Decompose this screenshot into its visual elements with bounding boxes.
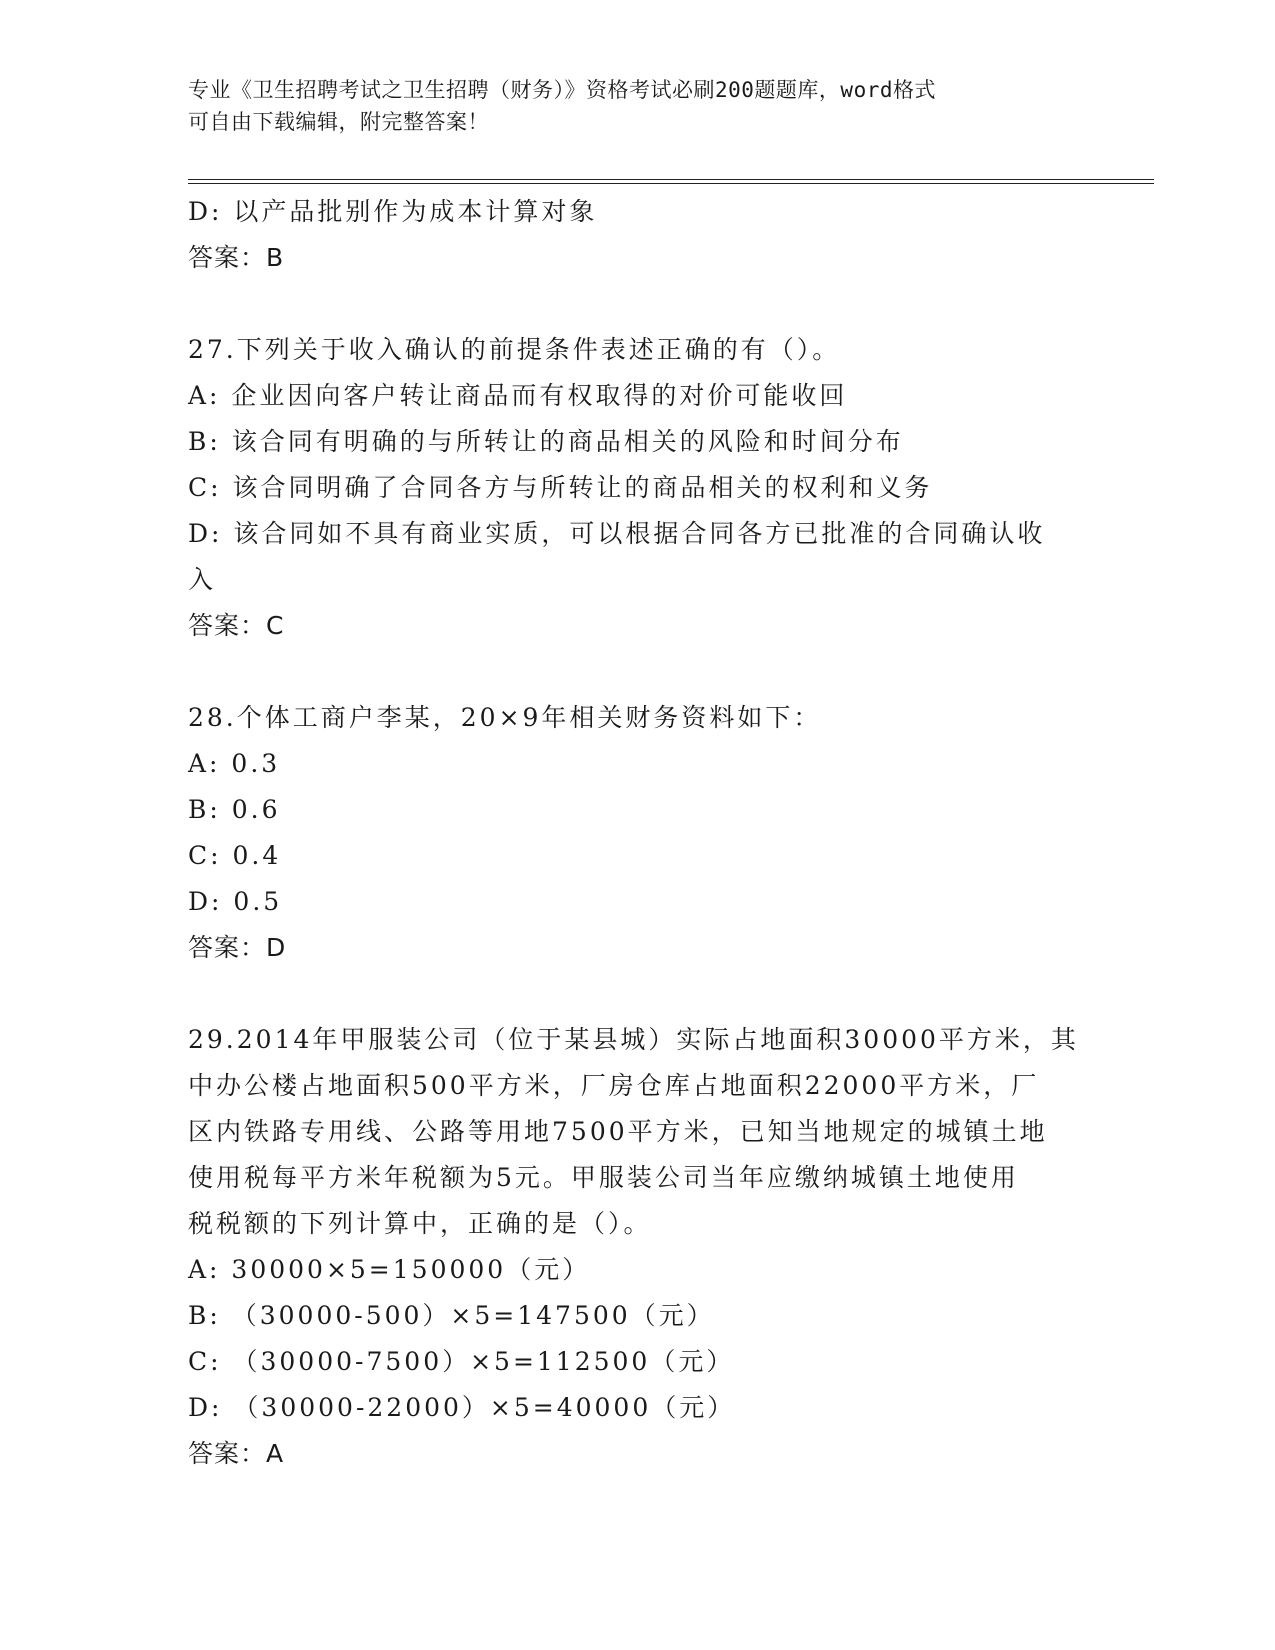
question-stem-line-5: 税税额的下列计算中，正确的是（）。 — [188, 1209, 652, 1238]
header-divider-bottom — [188, 183, 1154, 184]
question-29 — [188, 1017, 1088, 1477]
question-26-tail — [188, 189, 1088, 281]
answer-line: 答案：B — [188, 243, 285, 272]
option-a: A: 30000×5=150000（元） — [188, 1255, 591, 1284]
header-divider-top — [188, 179, 1154, 180]
question-stem: 28.个体工商户李某，20×9年相关财务资料如下： — [188, 703, 822, 732]
option-d-continued: 入 — [188, 565, 217, 594]
option-c: C: 0.4 — [188, 841, 282, 870]
question-stem-line-3: 区内铁路专用线、公路等用地7500平方米，已知当地规定的城镇土地 — [188, 1117, 1048, 1146]
option-a: A: 0.3 — [188, 749, 281, 778]
document-header — [188, 74, 1088, 138]
option-c: C: 该合同明确了合同各方与所转让的商品相关的权利和义务 — [188, 473, 933, 502]
question-stem-line-4: 使用税每平方米年税额为5元。甲服装公司当年应缴纳城镇土地使用 — [188, 1163, 1019, 1192]
answer-line: 答案：A — [188, 1439, 285, 1468]
option-a: A: 企业因向客户转让商品而有权取得的对价可能收回 — [188, 381, 848, 410]
option-c: C: （30000-7500）×5=112500（元） — [188, 1347, 735, 1376]
option-b: B: 该合同有明确的与所转让的商品相关的风险和时间分布 — [188, 427, 904, 456]
question-stem-line-1: 29.2014年甲服装公司（位于某县城）实际占地面积30000平方米，其 — [188, 1025, 1079, 1054]
question-stem: 27.下列关于收入确认的前提条件表述正确的有（）。 — [188, 335, 841, 364]
option-d: D: 0.5 — [188, 887, 283, 916]
question-28 — [188, 695, 1088, 971]
option-b: B: 0.6 — [188, 795, 281, 824]
option-d: D: 以产品批别作为成本计算对象 — [188, 197, 598, 226]
header-line-2: 可自由下载编辑，附完整答案！ — [188, 110, 489, 134]
answer-line: 答案：D — [188, 933, 287, 962]
document-body — [188, 189, 1088, 1477]
option-b: B: （30000-500）×5=147500（元） — [188, 1301, 715, 1330]
question-27 — [188, 327, 1088, 649]
option-d: D: （30000-22000）×5=40000（元） — [188, 1393, 736, 1422]
question-stem-line-2: 中办公楼占地面积500平方米，厂房仓库占地面积22000平方米，厂 — [188, 1071, 1040, 1100]
header-line-1: 专业《卫生招聘考试之卫生招聘（财务）》资格考试必刷200题题库，word格式 — [188, 78, 936, 102]
answer-line: 答案：C — [188, 611, 285, 640]
option-d: D: 该合同如不具有商业实质，可以根据合同各方已批准的合同确认收 — [188, 519, 1046, 548]
